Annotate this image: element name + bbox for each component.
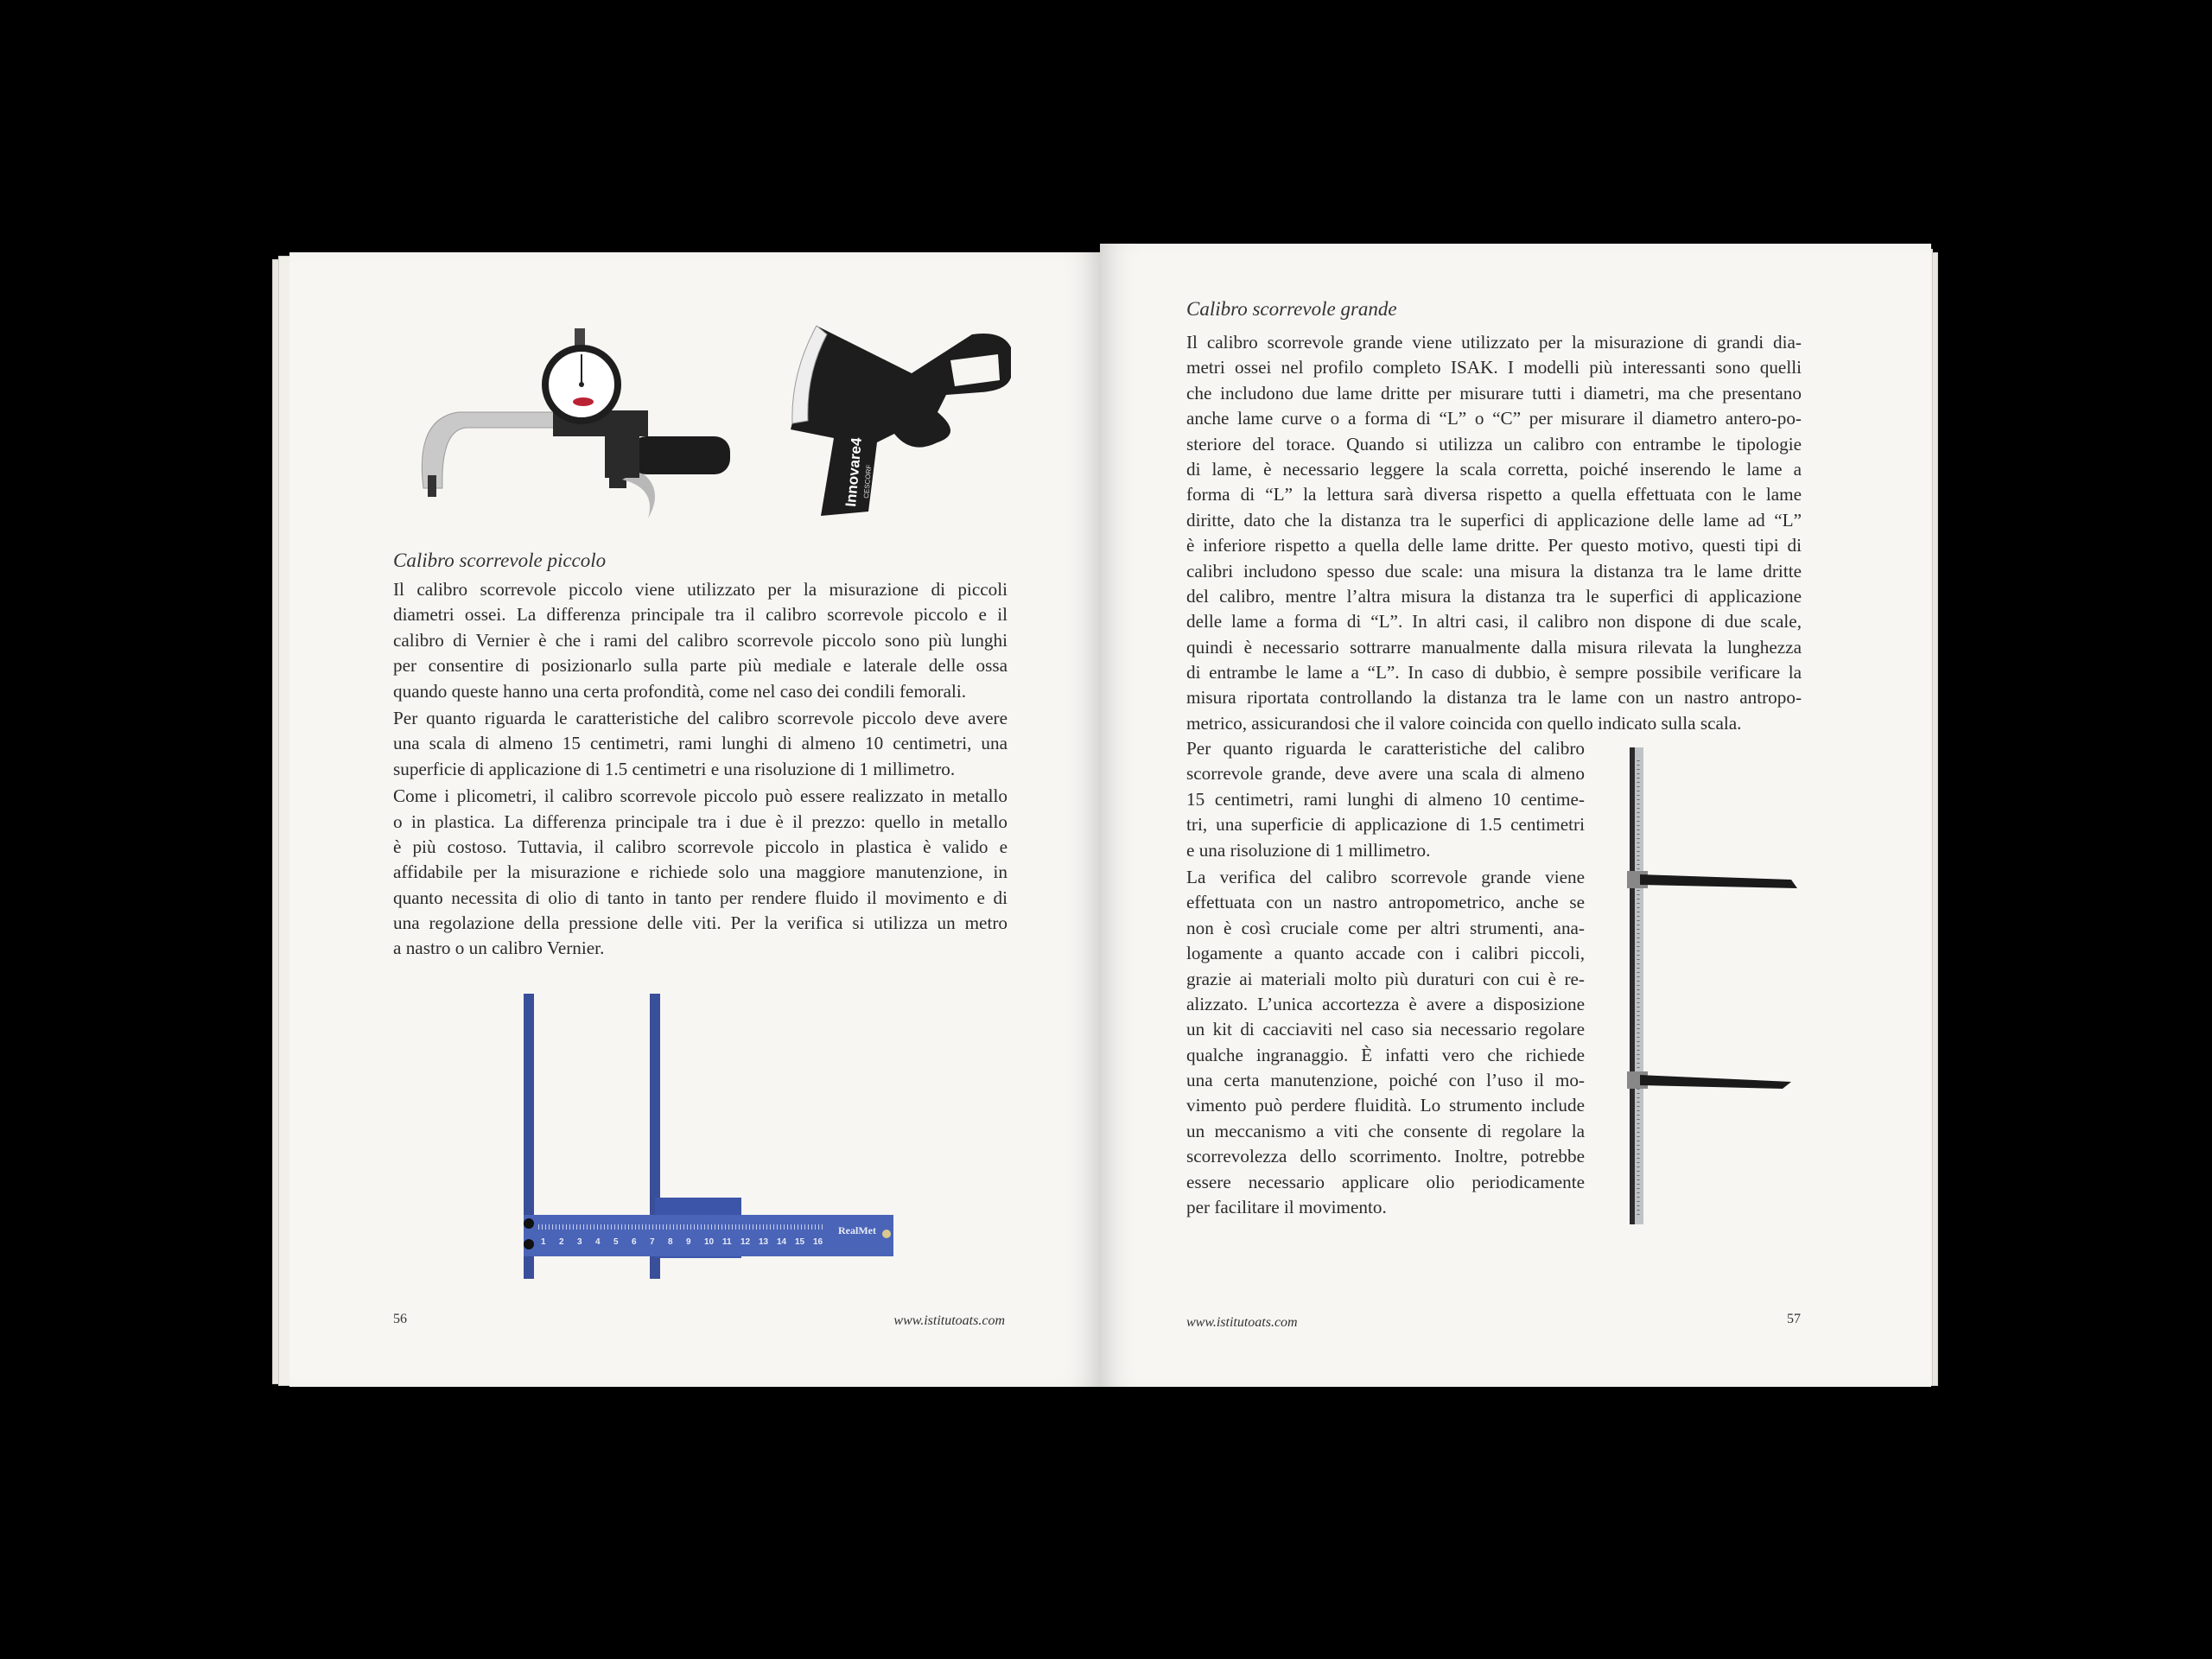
- paragraph: [393, 784, 1007, 962]
- text-line: è più costoso. Tuttavia, il calibro scorrevole piccolo in plastica è valido e: [393, 836, 1007, 857]
- section-heading-small-caliper: Calibro scorrevole piccolo: [393, 550, 607, 571]
- text-line: metri ossei nel profilo completo ISAK. I modelli più interessanti sono quelli: [1186, 357, 1802, 378]
- page-number-right: 57: [1787, 1312, 1801, 1326]
- large-sliding-caliper-image: [1623, 743, 1804, 1227]
- text-line: un meccanismo a viti che consente di regolare la: [1186, 1120, 1585, 1141]
- ruler-number: 7: [650, 1237, 655, 1247]
- paragraph: [1186, 736, 1585, 863]
- text-line: Come i plicometri, il calibro scorrevole piccolo può essere realizzato in metallo: [393, 785, 1007, 807]
- plicometer-brand-label: Innovare4: [842, 436, 865, 508]
- text-line: quando queste hanno una certa profondità, come nel caso dei condili femorali.: [393, 680, 967, 702]
- text-line: di entrambe le lame a “L”. In caso di dubbio, è sempre possibile verificare la: [1186, 662, 1802, 683]
- text-line: vimento può perdere fluidità. Lo strumento include: [1186, 1095, 1585, 1116]
- text-line: Il calibro scorrevole piccolo viene utilizzato per la misurazione di piccoli: [393, 579, 1007, 600]
- text-line: un kit di cacciaviti nel caso sia necessario regolare: [1186, 1019, 1585, 1040]
- paragraph: [1186, 865, 1585, 1220]
- text-line: anche lame curve o a forma di “L” o “C” per misurare il diametro antero-po-: [1186, 408, 1802, 429]
- text-line: Per quanto riguarda le caratteristiche del calibro: [1186, 738, 1585, 759]
- small-sliding-caliper-image: [517, 992, 897, 1279]
- ruler-number: 9: [686, 1237, 691, 1247]
- footer-url-right: www.istitutoats.com: [1186, 1315, 1298, 1330]
- text-line: quanto necessita di olio di tanto in tanto per rendere fluido il movimento e di: [393, 887, 1007, 908]
- text-line: calibri includono spesso due scale: una misura la distanza tra le lame dritte: [1186, 560, 1802, 582]
- ruler-number: 15: [795, 1237, 805, 1247]
- section-heading-large-caliper: Calibro scorrevole grande: [1186, 298, 1397, 320]
- text-line: per facilitare il movimento.: [1186, 1197, 1387, 1218]
- dial-caliper-image: [406, 315, 739, 523]
- text-line: scorrevolezza dello scorrimento. Inoltre, potrebbe: [1186, 1146, 1585, 1167]
- paragraph: [393, 706, 1007, 782]
- footer-url-left: www.istitutoats.com: [893, 1313, 1005, 1328]
- ruler-number: 12: [741, 1237, 751, 1247]
- text-line: o in plastica. La differenza principale tra i due è il prezzo: quello in metallo: [393, 810, 1007, 832]
- text-line: e una risoluzione di 1 millimetro.: [1186, 839, 1431, 861]
- left-body-text: [393, 577, 1007, 963]
- text-line: delle lame a forma di “L”. In altri casi, il calibro non dispone di due scale,: [1186, 611, 1802, 632]
- text-line: una regolazione della pressione delle viti. Per la verifica si utilizza un metro: [393, 912, 1007, 934]
- ruler-number: 4: [595, 1237, 601, 1247]
- ruler-number: 16: [813, 1237, 823, 1247]
- page-number-left: 56: [393, 1312, 407, 1326]
- right-body-text-narrow: [1186, 736, 1585, 1222]
- text-line: metrico, assicurandosi che il valore coincida con quello indicato sulla scala.: [1186, 712, 1742, 734]
- text-line: misura riportata controllando la distanza tra le lame con un nastro antropo-: [1186, 687, 1802, 709]
- text-line: è inferiore rispetto a quella delle lame dritte. Per questo motivo, questi tipi di: [1186, 535, 1802, 556]
- ruler-number: 5: [613, 1237, 619, 1247]
- text-line: calibro di Vernier è che i rami del calibro scorrevole piccolo sono più lunghi: [393, 629, 1007, 651]
- ruler-number: 3: [577, 1237, 582, 1247]
- text-line: una certa manutenzione, poiché con l’uso il mo-: [1186, 1070, 1585, 1091]
- text-line: Il calibro scorrevole grande viene utilizzato per la misurazione di grandi dia-: [1186, 332, 1802, 353]
- ruler-number: 2: [559, 1237, 564, 1247]
- text-line: diametri ossei. La differenza principale tra il calibro scorrevole piccolo e il: [393, 604, 1007, 626]
- ruler-number: 10: [704, 1237, 715, 1247]
- text-line: steriore del torace. Quando si utilizza un calibro con entrambe le tipologie: [1186, 433, 1802, 454]
- text-line: superficie di applicazione di 1.5 centimetri e una risoluzione di 1 millimetro.: [393, 758, 956, 779]
- text-line: una scala di almeno 15 centimetri, rami lunghi di almeno 10 centimetri, una: [393, 733, 1007, 754]
- ruler-number: 14: [777, 1237, 787, 1247]
- text-line: essere necessario applicare olio periodicamente: [1186, 1171, 1585, 1192]
- text-line: per consentire di posizionarlo sulla parte più mediale e laterale delle ossa: [393, 655, 1007, 677]
- text-line: che includono due lame dritte per misurare tutti i diametri, ma che presentano: [1186, 382, 1802, 404]
- text-line: grazie ai materiali molto più duraturi con cui è re-: [1186, 968, 1585, 989]
- text-line: del calibro, mentre l’altra misura la distanza tra le superfici di applicazione: [1186, 585, 1802, 607]
- caliper-brand-label: RealMet: [838, 1224, 876, 1236]
- text-line: alizzato. L’unica accortezza è avere a disposizione: [1186, 993, 1585, 1014]
- text-line: tri, una superficie di applicazione di 1.5 centimetri: [1186, 814, 1585, 836]
- text-line: La verifica del calibro scorrevole grande viene: [1186, 866, 1585, 887]
- ruler-number: 1: [541, 1237, 546, 1247]
- paragraph: [1186, 330, 1802, 736]
- paragraph: [393, 577, 1007, 704]
- right-body-text-wide: [1186, 330, 1802, 738]
- ruler-number: 13: [759, 1237, 769, 1247]
- text-line: Per quanto riguarda le caratteristiche del calibro scorrevole piccolo deve avere: [393, 707, 1007, 728]
- text-line: di lame, è necessario leggere la scala corretta, poiché inserendo le lame a: [1186, 458, 1802, 480]
- text-line: diritte, dato che la distanza tra le superfici di applicazione delle lame ad “L”: [1186, 509, 1802, 531]
- text-line: 15 centimetri, rami lunghi di almeno 10 centime-: [1186, 788, 1585, 810]
- text-line: a nastro o un calibro Vernier.: [393, 938, 605, 959]
- text-line: effettuata con un nastro antropometrico, anche se: [1186, 892, 1585, 913]
- text-line: affidabile per la misurazione e richiede solo una maggiore manutenzione, in: [393, 861, 1007, 883]
- text-line: forma di “L” la lettura sarà diversa rispetto a quella effettuata con le lame: [1186, 484, 1802, 505]
- text-line: logamente a quanto accade con i calibri piccoli,: [1186, 943, 1585, 964]
- plicometer-maker-label: CESCORF: [862, 464, 874, 499]
- ruler-number: 11: [722, 1237, 732, 1247]
- ruler-number: 8: [668, 1237, 673, 1247]
- ruler-number: 6: [632, 1237, 637, 1247]
- text-line: quindi è necessario sottrarre manualmente dalla misura rilevata la lunghezza: [1186, 636, 1802, 658]
- text-line: non è così cruciale come per altri strumenti, ana-: [1186, 917, 1585, 938]
- text-line: qualche ingranaggio. È infatti vero che richiede: [1186, 1044, 1585, 1065]
- plicometer-image: [773, 313, 1015, 524]
- text-line: scorrevole grande, deve avere una scala di almeno: [1186, 763, 1585, 785]
